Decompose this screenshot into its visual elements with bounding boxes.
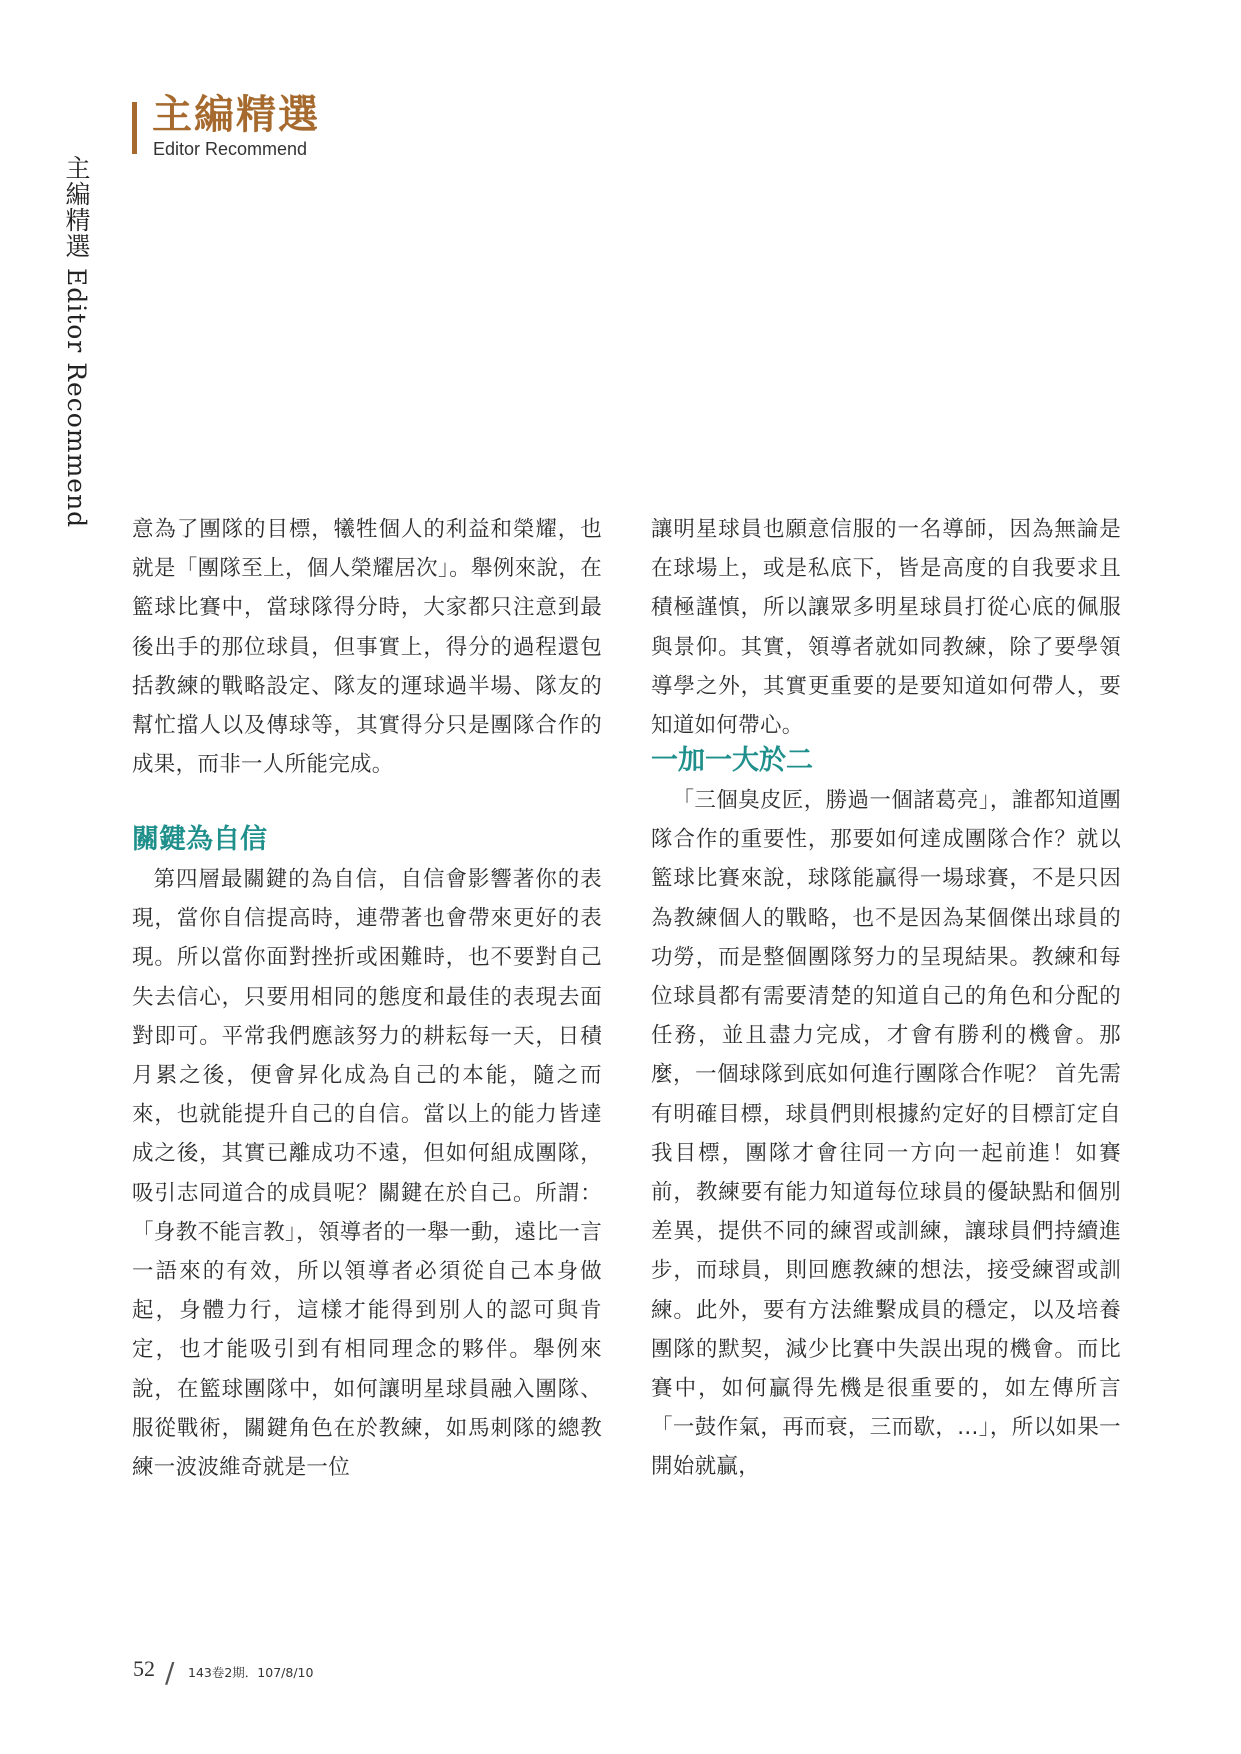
issue-info: 143卷2期．107/8/10 <box>188 1665 314 1680</box>
left-column <box>132 510 602 1487</box>
right-intro-paragraph: 讓明星球員也願意信服的一名導師，因為無論是在球場上，或是私底下，皆是高度的自我要求且積極謹慎，所以讓眾多明星球員打從心底的佩服與景仰。其實，領導者就如同教練，除了要學領導學之外，其實更重要的是要知道如何帶人，要知道如何帶心。 <box>651 517 1121 739</box>
right-section-heading: 一加一大於二 <box>651 745 813 776</box>
vertical-side-label: 主編精選 Editor Recommend <box>62 155 91 529</box>
header-accent-bar <box>132 102 137 154</box>
left-body-paragraph: 第四層最關鍵的為自信，自信會影響著你的表現，當你自信提高時，連帶著也會帶來更好的表現。所以當你面對挫折或困難時，也不要對自己失去信心，只要用相同的態度和最佳的表現去面對即可。平常我們應該努力的耕耘每一天，日積月累之後，便會昇化成為自己的本能，隨之而來，也就能提升自己的自信。當以上的能力皆達成之後，其實已離成功不遠，但如何組成團隊，吸引志同道合的成員呢？關鍵在於自己。所謂：「身教不能言教」，領導者的一舉一動，遠比一言一語來的有效，所以領導者必須從自己本身做起，身體力行，這樣才能得到別人的認可與肯定，也才能吸引到有相同理念的夥伴。舉例來說，在籃球團隊中，如何讓明星球員融入團隊、服從戰術，關鍵角色在於教練，如馬刺隊的總教練一波波維奇就是一位 <box>132 867 602 1481</box>
footer-slash-divider: / <box>165 1656 175 1689</box>
page-number: 52 <box>133 1656 155 1681</box>
section-subtitle: Editor Recommend <box>153 139 308 159</box>
left-intro-paragraph: 意為了團隊的目標，犧牲個人的利益和榮耀，也就是「團隊至上，個人榮耀居次」。舉例來說，在籃球比賽中，當球隊得分時，大家都只注意到最後出手的那位球員，但事實上，得分的過程還包括教練的戰略設定、隊友的運球過半場、隊友的幫忙擋人以及傳球等，其實得分只是團隊合作的成果，而非一人所能完成。 <box>132 517 602 778</box>
left-section-heading: 關鍵為自信 <box>132 824 267 855</box>
right-column <box>651 510 1121 1487</box>
section-title: 主編精選 <box>152 92 320 138</box>
right-body-paragraph: 「三個臭皮匠，勝過一個諸葛亮」，誰都知道團隊合作的重要性，那要如何達成團隊合作？就以籃球比賽來說，球隊能贏得一場球賽，不是只因為教練個人的戰略，也不是因為某個傑出球員的功勞，而是整個團隊努力的呈現結果。教練和每位球員都有需要清楚的知道自己的角色和分配的任務，並且盡力完成，才會有勝利的機會。那麼，一個球隊到底如何進行團隊合作呢？ 首先需有明確目標，球員們則根據約定好的目標訂定自我目標，團隊才會往同一方向一起前進！如賽前，教練要有能力知道每位球員的優缺點和個別差異，提供不同的練習或訓練，讓球員們持續進步，而球員，則回應教練的想法，接受練習或訓練。此外，要有方法維繫成員的穩定，以及培養團隊的默契，減少比賽中失誤出現的機會。而比賽中，如何贏得先機是很重要的，如左傳所言「一鼓作氣，再而衰，三而歇，...」，所以如果一開始就贏， <box>651 788 1121 1480</box>
